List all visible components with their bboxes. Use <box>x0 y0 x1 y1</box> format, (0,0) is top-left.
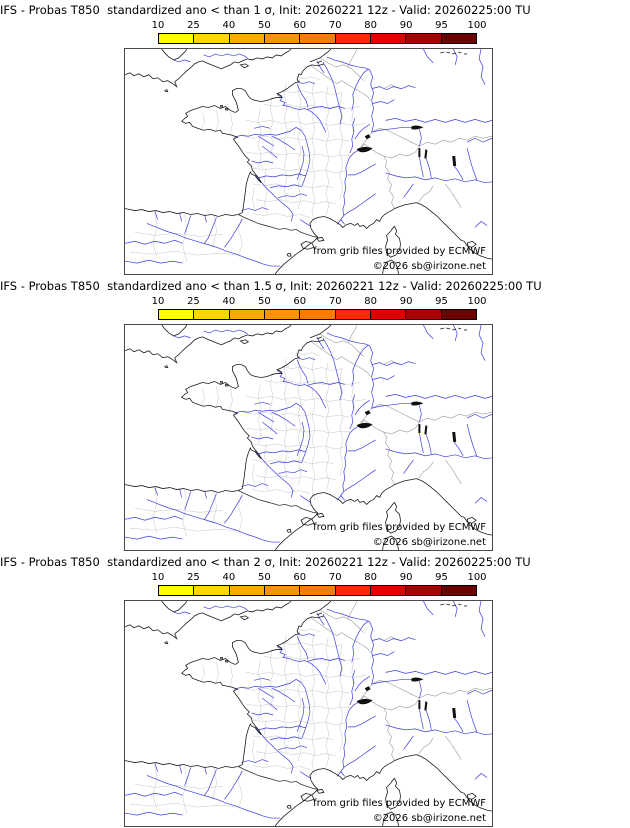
colorbar-segment <box>265 310 300 319</box>
map-canvas <box>125 601 492 826</box>
colorbar-segment <box>371 586 406 595</box>
colorbar-segment <box>230 586 265 595</box>
colorbar-segment <box>406 34 441 43</box>
france-map <box>124 324 493 551</box>
colorbar-segment <box>300 586 335 595</box>
colorbar-segment <box>300 34 335 43</box>
colorbar-segment <box>194 586 229 595</box>
colorbar-segment <box>371 34 406 43</box>
colorbar-tick: 50 <box>257 572 271 583</box>
colorbar-tick: 60 <box>293 20 307 31</box>
colorbar-tick: 25 <box>187 20 200 31</box>
colorbar-tick: 50 <box>257 296 271 307</box>
colorbar-tick: 10 <box>151 572 165 583</box>
map-canvas <box>125 49 492 274</box>
france-map <box>124 600 493 827</box>
map-canvas <box>125 325 492 550</box>
colorbar-tick: 40 <box>222 296 236 307</box>
colorbar-segment <box>406 586 441 595</box>
colorbar-tick: 60 <box>293 296 307 307</box>
colorbar-tick: 70 <box>328 296 342 307</box>
colorbar-segment <box>406 310 441 319</box>
colorbar-segment <box>194 310 229 319</box>
attribution-copyright: ©2026 sb@irizone.net <box>372 813 486 824</box>
panel-title: IFS - Probas T850 standardized ano < than 1 σ, Init: 20260221 12z - Valid: 20260225:00 TU <box>0 3 531 17</box>
colorbar-tick: 80 <box>364 20 378 31</box>
colorbar-tick: 40 <box>222 572 236 583</box>
colorbar-tick: 70 <box>328 572 342 583</box>
colorbar-tick: 90 <box>399 20 413 31</box>
colorbar-tick-labels <box>151 296 487 308</box>
attribution-copyright: ©2026 sb@irizone.net <box>372 261 486 272</box>
colorbar-tick: 100 <box>467 572 487 583</box>
forecast-panel-3 <box>0 552 630 828</box>
colorbar-tick: 50 <box>257 20 271 31</box>
colorbar-segment <box>371 310 406 319</box>
colorbar-tick: 100 <box>467 20 487 31</box>
panel-title: IFS - Probas T850 standardized ano < than 1.5 σ, Init: 20260221 12z - Valid: 20260225:00 TU <box>0 279 542 293</box>
colorbar-segment <box>159 310 194 319</box>
colorbar-segment <box>336 34 371 43</box>
colorbar-segment <box>442 586 476 595</box>
panel-title: IFS - Probas T850 standardized ano < than 2 σ, Init: 20260221 12z - Valid: 20260225:00 TU <box>0 555 531 569</box>
colorbar-segment <box>230 310 265 319</box>
colorbar-segment <box>265 586 300 595</box>
colorbar-tick: 100 <box>467 296 487 307</box>
colorbar-tick: 95 <box>435 20 448 31</box>
colorbar-tick: 80 <box>364 572 378 583</box>
colorbar-segment <box>336 586 371 595</box>
colorbar-tick: 90 <box>399 572 413 583</box>
colorbar-segment <box>442 310 476 319</box>
colorbar-segment <box>194 34 229 43</box>
colorbar-tick: 25 <box>187 296 200 307</box>
colorbar-tick-labels <box>151 20 487 32</box>
colorbar-segment <box>265 34 300 43</box>
probability-colorbar <box>158 33 477 44</box>
colorbar-tick: 10 <box>151 20 165 31</box>
colorbar-tick-labels <box>151 572 487 584</box>
forecast-panel-1 <box>0 0 630 276</box>
colorbar-tick: 70 <box>328 20 342 31</box>
probability-colorbar <box>158 585 477 596</box>
attribution-copyright: ©2026 sb@irizone.net <box>372 537 486 548</box>
attribution-ecmwf: from grib files provided by ECMWF <box>313 798 486 809</box>
probability-colorbar <box>158 309 477 320</box>
colorbar-tick: 80 <box>364 296 378 307</box>
colorbar-segment <box>159 586 194 595</box>
colorbar-segment <box>230 34 265 43</box>
france-map <box>124 48 493 275</box>
colorbar-segment <box>336 310 371 319</box>
forecast-panel-2 <box>0 276 630 552</box>
colorbar-tick: 95 <box>435 572 448 583</box>
attribution-ecmwf: from grib files provided by ECMWF <box>313 522 486 533</box>
colorbar-tick: 40 <box>222 20 236 31</box>
colorbar-tick: 10 <box>151 296 165 307</box>
attribution-ecmwf: from grib files provided by ECMWF <box>313 246 486 257</box>
colorbar-tick: 95 <box>435 296 448 307</box>
colorbar-segment <box>300 310 335 319</box>
colorbar-segment <box>442 34 476 43</box>
colorbar-tick: 25 <box>187 572 200 583</box>
colorbar-tick: 90 <box>399 296 413 307</box>
colorbar-segment <box>159 34 194 43</box>
colorbar-tick: 60 <box>293 572 307 583</box>
